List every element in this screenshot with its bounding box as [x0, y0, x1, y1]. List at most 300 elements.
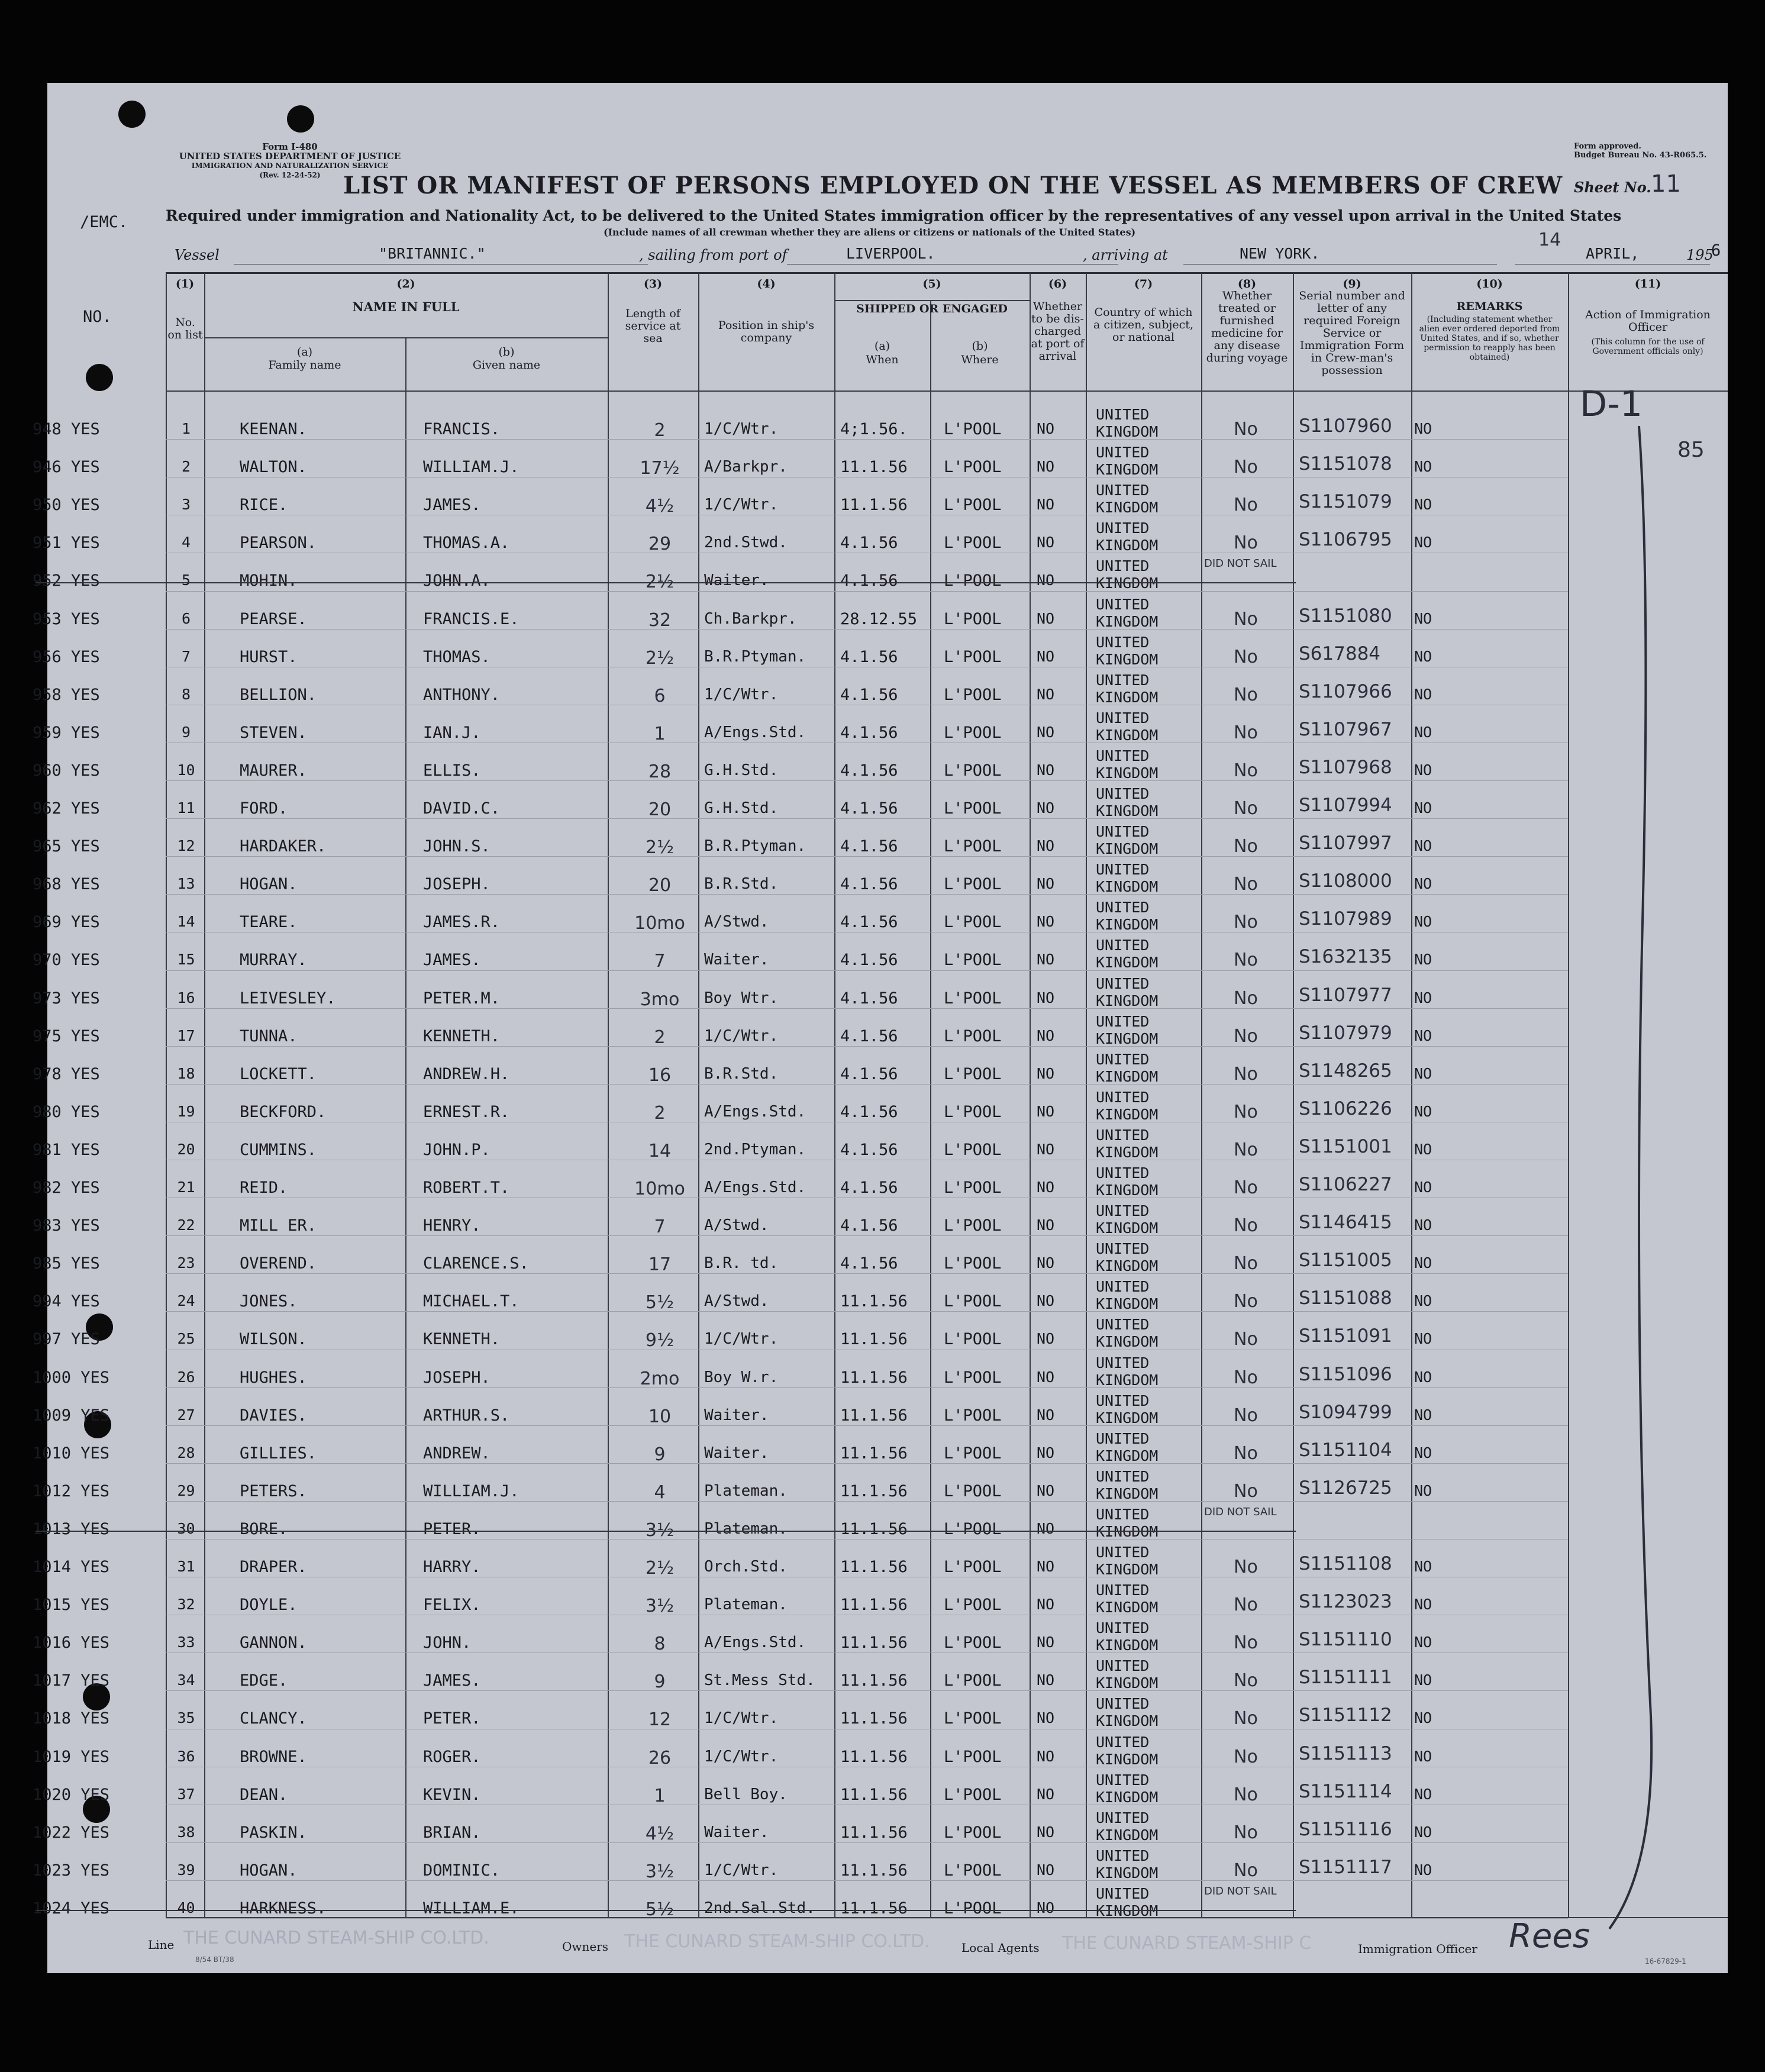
- reference-number: 1014 YES: [33, 1558, 110, 1576]
- family-name: OVEREND.: [240, 1254, 317, 1273]
- length-of-service: 1: [654, 723, 666, 744]
- list-number: 1: [181, 420, 191, 437]
- treated-status: No: [1234, 874, 1258, 895]
- row-separator: [166, 629, 1568, 630]
- discharge-flag: NO: [1037, 1482, 1055, 1499]
- family-name: LOCKETT.: [240, 1064, 317, 1083]
- ship-position: Waiter.: [704, 1406, 769, 1424]
- country-line-2: KINGDOM: [1096, 1788, 1159, 1806]
- col-header-when: When: [866, 353, 899, 366]
- family-name: TUNNA.: [240, 1027, 298, 1045]
- list-number: 40: [177, 1899, 195, 1916]
- serial-number: S1148265: [1299, 1060, 1392, 1082]
- col-header-treated: Whether treated or furnished medicine for any disease during voyage: [1206, 289, 1288, 364]
- remarks: NO: [1414, 1216, 1432, 1234]
- country-line-2: KINGDOM: [1096, 650, 1159, 668]
- country-line-1: UNITED: [1096, 709, 1150, 727]
- list-number: 31: [177, 1558, 195, 1575]
- length-of-service: 32: [648, 609, 672, 631]
- col-number: (3): [643, 277, 663, 291]
- row-separator: [166, 1842, 1568, 1843]
- list-number: 23: [177, 1254, 195, 1272]
- family-name: BELLION.: [240, 685, 317, 704]
- country-line-2: KINGDOM: [1096, 1712, 1159, 1730]
- length-of-service: 3½: [645, 1596, 675, 1617]
- engaged-date: 11.1.56: [840, 1899, 908, 1918]
- reference-number: 956 YES: [33, 647, 100, 666]
- family-name: HOGAN.: [240, 875, 298, 894]
- discharge-flag: NO: [1037, 572, 1055, 589]
- engaged-port: L'POOL: [944, 572, 1002, 590]
- family-name: CUMMINS.: [240, 1140, 317, 1159]
- engaged-port: L'POOL: [944, 951, 1002, 970]
- engaged-date: 4.1.56: [840, 951, 898, 970]
- revision: (Rev. 12-24-52): [259, 171, 321, 179]
- remarks: NO: [1414, 989, 1432, 1006]
- punch-hole: [86, 364, 113, 391]
- engaged-port: L'POOL: [944, 534, 1002, 553]
- engaged-port: L'POOL: [944, 420, 1002, 438]
- list-number: 30: [177, 1519, 195, 1537]
- treated-status: No: [1234, 646, 1258, 667]
- country-line-2: KINGDOM: [1096, 840, 1159, 858]
- ship-position: Boy W.r.: [704, 1368, 779, 1386]
- ship-position: 1/C/Wtr.: [704, 420, 779, 438]
- given-name: PETER.: [423, 1709, 481, 1728]
- length-of-service: 7: [654, 951, 666, 972]
- list-number: 22: [177, 1216, 195, 1234]
- given-name: ANTHONY.: [423, 685, 501, 704]
- col-header-given: Given name: [472, 359, 541, 372]
- footer-officer-label: Immigration Officer: [1358, 1942, 1477, 1956]
- col-header-country: Country of which a citizen, subject, or national: [1093, 306, 1193, 344]
- length-of-service: 2½: [645, 837, 675, 859]
- family-name: BROWNE.: [240, 1747, 307, 1766]
- engaged-port: L'POOL: [944, 723, 1002, 742]
- engaged-date: 4.1.56: [840, 647, 898, 666]
- footer-owners: THE CUNARD STEAM-SHIP CO.LTD.: [624, 1931, 930, 1952]
- list-number: 29: [177, 1482, 195, 1499]
- serial-number: S1107989: [1299, 908, 1392, 930]
- length-of-service: 7: [654, 1216, 666, 1238]
- footer-owners-label: Owners: [562, 1939, 609, 1954]
- country-line-2: KINGDOM: [1096, 688, 1159, 706]
- list-number: 38: [177, 1823, 195, 1841]
- col-letter: (a): [296, 346, 313, 359]
- serial-number: S1123023: [1299, 1591, 1392, 1613]
- list-number: 25: [177, 1330, 195, 1348]
- discharge-flag: NO: [1037, 1027, 1055, 1044]
- list-number: 4: [181, 534, 191, 551]
- treated-status: No: [1234, 1670, 1258, 1692]
- col-header-action-note: (This column for the use of Government officials only): [1591, 337, 1705, 356]
- col-header-remarks: REMARKS: [1456, 300, 1523, 313]
- engaged-port: L'POOL: [944, 1444, 1002, 1463]
- length-of-service: 3mo: [640, 989, 680, 1010]
- length-of-service: 10mo: [634, 913, 685, 934]
- remarks: NO: [1414, 1140, 1432, 1158]
- country-line-1: UNITED: [1096, 899, 1150, 916]
- footer-agents: THE CUNARD STEAM-SHIP C: [1062, 1933, 1312, 1954]
- engaged-date: 11.1.56: [840, 1330, 908, 1349]
- country-line-1: UNITED: [1096, 861, 1150, 879]
- remarks: NO: [1414, 1596, 1432, 1613]
- remarks: NO: [1414, 1102, 1432, 1120]
- engaged-port: L'POOL: [944, 837, 1002, 856]
- engaged-date: 11.1.56: [840, 1558, 908, 1576]
- family-name: DEAN.: [240, 1785, 288, 1804]
- remarks: NO: [1414, 1747, 1432, 1765]
- reference-number: 1018 YES: [33, 1709, 110, 1728]
- row-separator: [166, 970, 1568, 971]
- ship-position: 1/C/Wtr.: [704, 1330, 779, 1348]
- country-line-2: KINGDOM: [1096, 1484, 1159, 1502]
- ship-position: A/Stwd.: [704, 1216, 769, 1235]
- family-name: RICE.: [240, 496, 288, 515]
- col-number: (2): [396, 277, 415, 291]
- country-line-1: UNITED: [1096, 1544, 1150, 1561]
- treated-status: No: [1234, 798, 1258, 819]
- manifest-sheet: [33, 83, 1728, 1973]
- ship-position: 2nd.Stwd.: [704, 534, 788, 552]
- given-name: CLARENCE.S.: [423, 1254, 529, 1273]
- discharge-flag: NO: [1037, 1368, 1055, 1386]
- serial-number: S1151078: [1299, 453, 1392, 475]
- engaged-date: 4.1.56: [840, 875, 898, 894]
- family-name: PEARSON.: [240, 534, 317, 553]
- col-header-remarks-note: (Including statement whether alien ever ordered deported from United States, and if so, whether permission to reapply has been obtained): [1419, 315, 1560, 362]
- country-line-1: UNITED: [1096, 519, 1150, 537]
- remarks: NO: [1414, 799, 1432, 816]
- family-name: HOGAN.: [240, 1861, 298, 1880]
- list-number: 26: [177, 1368, 195, 1386]
- col-header-serial: Serial number and letter of any required Foreign Service or Immigration Form in Crew-man's possession: [1299, 289, 1405, 377]
- list-number: 5: [181, 572, 191, 589]
- reference-number: 985 YES: [33, 1254, 100, 1273]
- length-of-service: 2½: [645, 1558, 675, 1579]
- treated-status: No: [1234, 532, 1258, 554]
- given-name: HENRY.: [423, 1216, 481, 1235]
- discharge-flag: NO: [1037, 1671, 1055, 1689]
- engaged-port: L'POOL: [944, 647, 1002, 666]
- engaged-port: L'POOL: [944, 761, 1002, 780]
- engaged-date: 4.1.56: [840, 1102, 898, 1121]
- treated-status: No: [1234, 1784, 1258, 1805]
- discharge-flag: NO: [1037, 1709, 1055, 1727]
- length-of-service: 29: [648, 534, 672, 555]
- given-name: HARRY.: [423, 1558, 481, 1576]
- reference-number: 1020 YES: [33, 1785, 110, 1804]
- col-rule: [1411, 273, 1412, 1918]
- length-of-service: 20: [648, 875, 672, 896]
- reference-number: 952 YES: [33, 572, 100, 590]
- row-separator: [166, 1387, 1568, 1388]
- country-line-2: KINGDOM: [1096, 1219, 1159, 1237]
- treated-status: No: [1234, 1139, 1258, 1160]
- ship-position: Waiter.: [704, 951, 769, 969]
- serial-number: S1632135: [1299, 946, 1392, 968]
- country-line-2: KINGDOM: [1096, 1637, 1159, 1654]
- col-rule: [166, 273, 167, 1918]
- engaged-date: 4.1.56: [840, 1216, 898, 1235]
- remarks: NO: [1414, 1292, 1432, 1310]
- engaged-port: L'POOL: [944, 1519, 1002, 1538]
- ship-position: 2nd.Sal.Std.: [704, 1899, 815, 1917]
- form-title: LIST OR MANIFEST OF PERSONS EMPLOYED ON THE VESSEL AS MEMBERS OF CREW: [343, 172, 1563, 199]
- serial-number: S1151113: [1299, 1742, 1392, 1764]
- sheet-number: 11: [1651, 170, 1681, 198]
- country-line-2: KINGDOM: [1096, 1826, 1159, 1844]
- ship-position: B.R.Std.: [704, 875, 779, 893]
- country-line-2: KINGDOM: [1096, 916, 1159, 934]
- reference-number: 969 YES: [33, 913, 100, 932]
- discharge-flag: NO: [1037, 951, 1055, 969]
- sailing-port: LIVERPOOL.: [846, 245, 935, 262]
- reference-number: 1013 YES: [33, 1519, 110, 1538]
- ship-position: B.R.Ptyman.: [704, 837, 806, 856]
- engaged-date: 11.1.56: [840, 1444, 908, 1463]
- discharge-flag: NO: [1037, 1519, 1055, 1537]
- engaged-port: L'POOL: [944, 1102, 1002, 1121]
- family-name: WALTON.: [240, 458, 307, 477]
- engaged-port: L'POOL: [944, 1179, 1002, 1197]
- list-number: 10: [177, 761, 195, 779]
- given-name: KENNETH.: [423, 1330, 501, 1349]
- row-separator: [166, 1463, 1568, 1464]
- treated-status: No: [1234, 1822, 1258, 1843]
- remarks: NO: [1414, 1330, 1432, 1348]
- discharge-flag: NO: [1037, 1558, 1055, 1575]
- remarks: NO: [1414, 1064, 1432, 1082]
- col-number: (7): [1134, 277, 1153, 291]
- col-header-family: Family name: [268, 359, 341, 372]
- arrival-year-prefix: 195: [1686, 247, 1714, 263]
- discharge-flag: NO: [1037, 1102, 1055, 1120]
- serial-number: S1106227: [1299, 1174, 1392, 1195]
- engaged-port: L'POOL: [944, 458, 1002, 477]
- footer-line: THE CUNARD STEAM-SHIP CO.LTD.: [183, 1928, 489, 1948]
- given-name: MICHAEL.T.: [423, 1292, 520, 1311]
- length-of-service: 10: [648, 1406, 672, 1427]
- family-name: MILL ER.: [240, 1216, 317, 1235]
- serial-number: S1107977: [1299, 984, 1392, 1006]
- col-rule: [204, 273, 205, 1918]
- engaged-date: 11.1.56: [840, 458, 908, 477]
- list-number: 35: [177, 1709, 195, 1727]
- treated-status: No: [1234, 1480, 1258, 1502]
- length-of-service: 12: [648, 1709, 672, 1731]
- treated-status: No: [1234, 1367, 1258, 1388]
- discharge-flag: NO: [1037, 420, 1055, 437]
- given-name: ROGER.: [423, 1747, 481, 1766]
- discharge-flag: NO: [1037, 875, 1055, 893]
- footer-line-label: Line: [148, 1938, 175, 1952]
- engaged-port: L'POOL: [944, 1368, 1002, 1387]
- engaged-date: 11.1.56: [840, 1709, 908, 1728]
- given-name: FELIX.: [423, 1596, 481, 1615]
- reference-number: 994 YES: [33, 1292, 100, 1311]
- country-line-1: UNITED: [1096, 1088, 1150, 1106]
- serial-number: S1106795: [1299, 529, 1392, 551]
- col-number: (10): [1476, 277, 1503, 291]
- list-number: 17: [177, 1027, 195, 1044]
- col-rule: [834, 273, 835, 1918]
- strike-line: [36, 1910, 1296, 1911]
- ship-position: 1/C/Wtr.: [704, 496, 779, 514]
- col-number: (8): [1237, 277, 1257, 291]
- list-number: 27: [177, 1406, 195, 1424]
- col-rule: [1201, 273, 1202, 1918]
- row-separator: [166, 818, 1568, 819]
- col-header-position: Position in ship's company: [718, 319, 815, 344]
- country-line-2: KINGDOM: [1096, 575, 1159, 592]
- given-name: DOMINIC.: [423, 1861, 501, 1880]
- discharge-flag: NO: [1037, 1140, 1055, 1158]
- reference-number: 982 YES: [33, 1179, 100, 1197]
- length-of-service: 9: [654, 1671, 666, 1693]
- list-number: 6: [181, 609, 191, 627]
- col-number: (6): [1048, 277, 1067, 291]
- sheet-label: Sheet No.: [1574, 179, 1651, 196]
- country-line-1: UNITED: [1096, 671, 1150, 689]
- serial-number: S1107968: [1299, 756, 1392, 778]
- engaged-date: 11.1.56: [840, 496, 908, 515]
- length-of-service: 28: [648, 761, 672, 782]
- country-line-2: KINGDOM: [1096, 1674, 1159, 1692]
- serial-number: S1107966: [1299, 680, 1392, 702]
- treated-status: No: [1234, 495, 1258, 516]
- remarks: NO: [1414, 913, 1432, 931]
- engaged-port: L'POOL: [944, 609, 1002, 628]
- remarks: NO: [1414, 761, 1432, 779]
- list-number: 14: [177, 913, 195, 931]
- action-count: 85: [1677, 438, 1705, 462]
- country-line-2: KINGDOM: [1096, 1409, 1159, 1426]
- treated-status: No: [1234, 950, 1258, 971]
- row-separator: [166, 1880, 1568, 1881]
- discharge-flag: NO: [1037, 989, 1055, 1006]
- engaged-date: 4.1.56: [840, 723, 898, 742]
- treated-status: No: [1234, 684, 1258, 705]
- ship-position: A/Stwd.: [704, 913, 769, 931]
- remarks: NO: [1414, 1709, 1432, 1727]
- treated-status: No: [1234, 457, 1258, 478]
- ship-position: Plateman.: [704, 1482, 788, 1500]
- length-of-service: 4: [654, 1482, 666, 1503]
- margin-no: NO.: [83, 308, 112, 326]
- list-number: 32: [177, 1596, 195, 1613]
- country-line-1: UNITED: [1096, 482, 1150, 499]
- engaged-date: 11.1.56: [840, 1596, 908, 1615]
- country-line-2: KINGDOM: [1096, 612, 1159, 630]
- engaged-port: L'POOL: [944, 1330, 1002, 1349]
- serial-number: S1151116: [1299, 1818, 1392, 1840]
- given-name: KENNETH.: [423, 1027, 501, 1045]
- gpo-code: 16-67829-1: [1645, 1957, 1686, 1966]
- remarks: NO: [1414, 1861, 1432, 1879]
- reference-number: 1010 YES: [33, 1444, 110, 1463]
- country-line-2: KINGDOM: [1096, 1029, 1159, 1047]
- reference-number: 953 YES: [33, 609, 100, 628]
- row-separator: [166, 1539, 1568, 1540]
- list-number: 19: [177, 1102, 195, 1120]
- arrival-port: NEW YORK.: [1240, 245, 1320, 262]
- serial-number: S1107994: [1299, 795, 1392, 816]
- country-line-2: KINGDOM: [1096, 1522, 1159, 1540]
- ship-position: 1/C/Wtr.: [704, 1861, 779, 1879]
- punch-hole: [118, 101, 146, 128]
- list-number: 16: [177, 989, 195, 1006]
- ship-position: A/Engs.Std.: [704, 723, 806, 741]
- serial-number: S1108000: [1299, 870, 1392, 892]
- department: UNITED STATES DEPARTMENT OF JUSTICE: [179, 151, 401, 162]
- engaged-port: L'POOL: [944, 799, 1002, 818]
- ship-position: B.R.Std.: [704, 1064, 779, 1083]
- serial-number: S1151117: [1299, 1856, 1392, 1878]
- reference-number: 973 YES: [33, 989, 100, 1008]
- discharge-flag: NO: [1037, 837, 1055, 855]
- vessel-name: "BRITANNIC.": [379, 245, 486, 262]
- discharge-flag: NO: [1037, 723, 1055, 741]
- length-of-service: 17½: [640, 458, 680, 479]
- engaged-date: 11.1.56: [840, 1671, 908, 1690]
- col-header-discharged: Whether to be dis-charged at port of arrival: [1031, 300, 1085, 363]
- form-number: Form I-480: [262, 141, 318, 152]
- engaged-port: L'POOL: [944, 1823, 1002, 1842]
- remarks: NO: [1414, 609, 1432, 627]
- serial-number: S1151110: [1299, 1629, 1392, 1651]
- reference-number: 970 YES: [33, 951, 100, 970]
- discharge-flag: NO: [1037, 1216, 1055, 1234]
- row-separator: [166, 1311, 1568, 1312]
- reference-number: 978 YES: [33, 1064, 100, 1083]
- length-of-service: 9: [654, 1444, 666, 1465]
- engaged-date: 28.12.55: [840, 609, 918, 628]
- country-line-2: KINGDOM: [1096, 1067, 1159, 1085]
- given-name: JOSEPH.: [423, 1368, 491, 1387]
- given-name: WILLIAM.J.: [423, 458, 520, 477]
- discharge-flag: NO: [1037, 647, 1055, 665]
- country-line-1: UNITED: [1096, 747, 1150, 764]
- treated-status: No: [1234, 1595, 1258, 1616]
- reference-number: 1012 YES: [33, 1482, 110, 1500]
- length-of-service: 9½: [645, 1330, 675, 1351]
- family-name: HARDAKER.: [240, 837, 327, 856]
- treated-status: No: [1234, 419, 1258, 440]
- engaged-port: L'POOL: [944, 1558, 1002, 1576]
- country-line-1: UNITED: [1096, 1771, 1150, 1789]
- discharge-flag: NO: [1037, 799, 1055, 816]
- form-subnote: (Include names of all crewman whether they are aliens or citizens or nationals of the United States): [604, 227, 1136, 238]
- print-code: 8/54 BT/38: [195, 1955, 234, 1964]
- engaged-date: 4.1.56: [840, 989, 898, 1008]
- country-line-2: KINGDOM: [1096, 1333, 1159, 1351]
- list-number: 18: [177, 1064, 195, 1082]
- remarks: NO: [1414, 1406, 1432, 1424]
- engaged-date: 4.1.56: [840, 572, 898, 590]
- country-line-1: UNITED: [1096, 1392, 1150, 1409]
- engaged-date: 4.1.56: [840, 1064, 898, 1083]
- reference-number: 1017 YES: [33, 1671, 110, 1690]
- family-name: HURST.: [240, 647, 298, 666]
- col-number: (9): [1343, 277, 1361, 291]
- header-bottom-rule: [166, 390, 1728, 392]
- remarks: NO: [1414, 1179, 1432, 1196]
- remarks: NO: [1414, 1254, 1432, 1272]
- col-number: (5): [922, 277, 941, 291]
- row-separator: [166, 1046, 1568, 1047]
- row-separator: [166, 1918, 1568, 1919]
